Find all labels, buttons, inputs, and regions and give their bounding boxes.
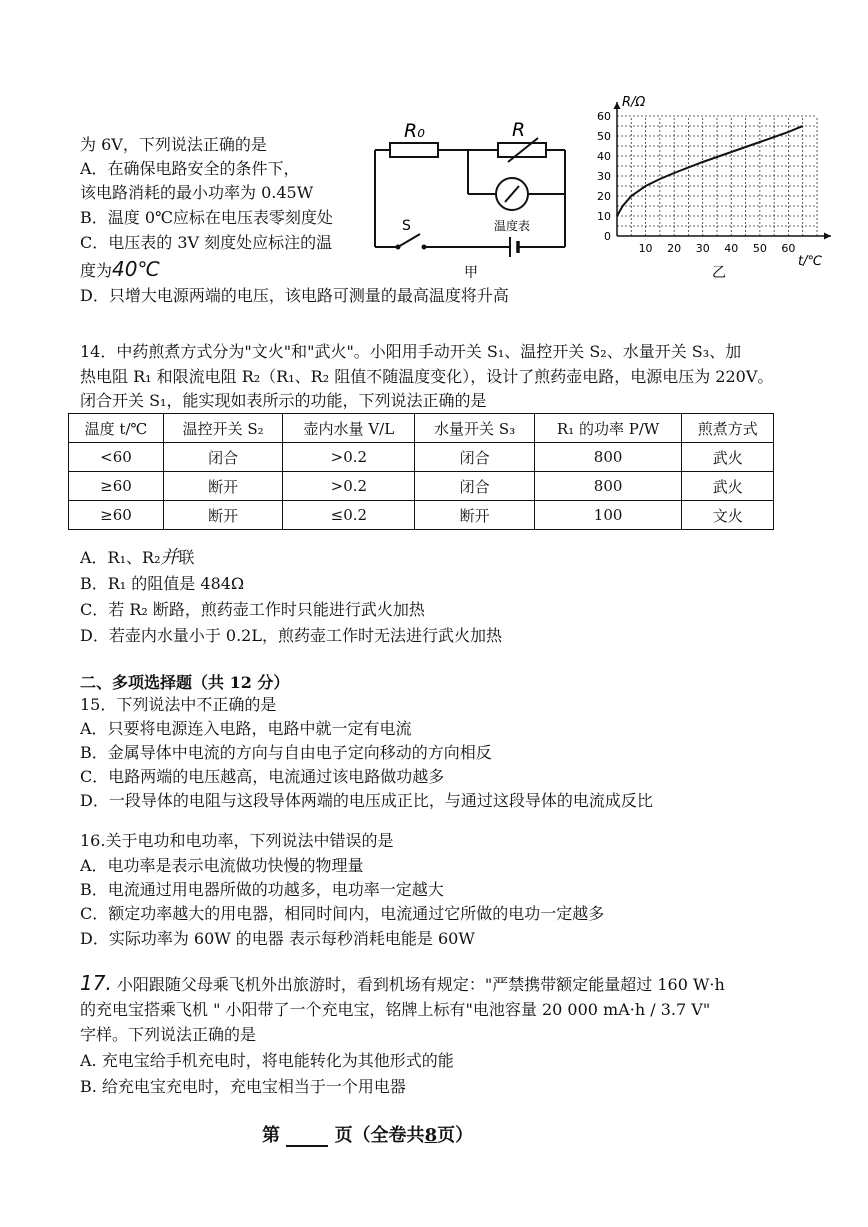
table-header: 温控开关 S₂ <box>163 414 282 443</box>
table-cell: 闭合 <box>163 443 282 472</box>
x-axis-arrow <box>824 233 831 240</box>
chart-axes <box>614 102 832 240</box>
table-cell: 800 <box>534 472 682 501</box>
q13-option-c-text: 度为 <box>80 261 113 280</box>
q15-option-c: C．电路两端的电压越高，电流通过该电路做功越多 <box>80 767 445 786</box>
table-header: R₁ 的功率 P/W <box>534 414 682 443</box>
x-tick-label: 40 <box>724 242 739 255</box>
table-header: 温度 t/℃ <box>69 414 164 443</box>
table-header: 煎煮方式 <box>682 414 774 443</box>
q14-option-c: C．若 R₂ 断路，煎药壶工作时只能进行武火加热 <box>80 600 425 619</box>
q14-option-b: B．R₁ 的阻值是 484Ω <box>80 574 245 593</box>
table-cell: 武火 <box>682 472 774 501</box>
chart-caption: 乙 <box>712 265 726 281</box>
q17-text: 小阳跟随父母乘飞机外出旅游时，看到机场有规定："严禁携带额定能量超过 160 W·h <box>116 975 725 994</box>
table-cell: ≤0.2 <box>283 501 415 530</box>
y-axis-arrow <box>614 102 621 109</box>
meter-needle <box>505 186 519 202</box>
switch-pivot <box>396 245 401 250</box>
table-header: 水量开关 S₃ <box>415 414 534 443</box>
q15-stem: 15．下列说法中不正确的是 <box>80 695 277 714</box>
y-tick-label: 0 <box>604 230 611 243</box>
q15-option-b: B．金属导体中电流的方向与自由电子定向移动的方向相反 <box>80 743 492 762</box>
page-number-blank <box>286 1127 328 1147</box>
q15-option-a: A．只要将电源连入电路，电路中就一定有电流 <box>80 719 412 738</box>
q14-option-a-text: A．R₁、R₂ <box>80 548 161 567</box>
footer-label: 页（全卷共 <box>334 1125 425 1146</box>
y-tick-label: 60 <box>597 110 611 123</box>
q15-option-d: D．一段导体的电阻与这段导体两端的电压成正比，与通过这段导体的电流成反比 <box>80 791 653 810</box>
circuit-diagram <box>360 110 580 280</box>
footer-label: 页） <box>437 1125 474 1146</box>
q17-option-a: A. 充电宝给手机充电时，将电能转化为其他形式的能 <box>80 1051 454 1070</box>
q13-option-a: A．在确保电路安全的条件下， <box>80 159 300 178</box>
table-cell: 闭合 <box>415 472 534 501</box>
table-cell: 断开 <box>415 501 534 530</box>
q14-option-d: D．若壶内水量小于 0.2L，煎药壶工作时无法进行武火加热 <box>80 626 502 645</box>
table-cell: 闭合 <box>415 443 534 472</box>
y-tick-label: 30 <box>597 170 611 183</box>
q14-option-a <box>80 547 195 569</box>
total-pages: 8 <box>424 1125 438 1146</box>
q13-option-b: B．温度 0℃应标在电压表零刻度处 <box>80 208 333 227</box>
table-row <box>69 501 774 530</box>
page-footer <box>262 1125 473 1147</box>
q13-option-c-cont <box>80 258 160 282</box>
q13-option-c: C．电压表的 3V 刻度处应标注的温 <box>80 233 333 252</box>
x-tick-label: 20 <box>667 242 682 255</box>
table-row <box>69 472 774 501</box>
table-cell: 100 <box>534 501 682 530</box>
q14-stem-line1: 14．中药煎煮方式分为"文火"和"武火"。小阳用手动开关 S₁、温控开关 S₂、水量开关 S₃、加 <box>80 342 742 361</box>
r-label: R <box>512 119 526 141</box>
q13-option-d: D．只增大电源两端的电压，该电路可测量的最高温度将升高 <box>80 286 509 305</box>
table-row <box>69 443 774 472</box>
x-tick-label: 60 <box>781 242 796 255</box>
q14-option-a-end: 联 <box>178 548 195 567</box>
q16-stem: 16.关于电功和电功率，下列说法中错误的是 <box>80 831 394 850</box>
series-line <box>617 126 803 216</box>
q16-option-d: D．实际功率为 60W 的电器 表示每秒消耗电能是 60W <box>80 929 475 948</box>
diagram-caption: 甲 <box>464 265 478 280</box>
table-cell: <60 <box>69 443 164 472</box>
thermistor-slash <box>508 138 538 162</box>
q17-stem-line1 <box>80 972 725 996</box>
q16-option-c: C．额定功率越大的用电器，相同时间内，电流通过它所做的电功一定越多 <box>80 904 605 923</box>
r0-label: R₀ <box>404 120 425 142</box>
table-cell: ≥60 <box>69 472 164 501</box>
switch-blade <box>398 234 420 247</box>
y-tick-label: 20 <box>597 190 611 203</box>
q16-option-a: A．电功率是表示电流做功快慢的物理量 <box>80 856 364 875</box>
q13-stem: 为 6V，下列说法正确的是 <box>80 135 267 154</box>
table-header-row <box>69 414 774 443</box>
footer-label: 第 <box>262 1125 280 1146</box>
switch-contact <box>422 245 427 250</box>
table-cell: 断开 <box>163 501 282 530</box>
table-cell: 武火 <box>682 443 774 472</box>
y-axis-label: R/Ω <box>622 95 646 110</box>
handwritten-answer: 40℃ <box>112 257 160 281</box>
x-tick-label: 50 <box>752 242 767 255</box>
resistance-temperature-chart <box>592 92 832 282</box>
y-tick-label: 10 <box>597 210 611 223</box>
q17-stem-line2: 的充电宝搭乘飞机 " 小阳带了一个充电宝，铭牌上标有"电池容量 20 000 mA·h / 3.7 V" <box>80 1000 711 1019</box>
q16-option-b: B．电流通过用电器所做的功越多，电功率一定越大 <box>80 880 444 899</box>
table-cell: 断开 <box>163 472 282 501</box>
q17-number: 17. <box>80 971 112 995</box>
table-cell: ≥60 <box>69 501 164 530</box>
y-tick-label: 50 <box>597 130 611 143</box>
q14-stem-line3: 闭合开关 S₁，能实现如表所示的功能，下列说法正确的是 <box>80 391 487 410</box>
table-cell: 800 <box>534 443 682 472</box>
q17-option-b: B. 给充电宝充电时，充电宝相当于一个用电器 <box>80 1077 406 1096</box>
chart-tick-labels <box>597 110 795 255</box>
q17-stem-line3: 字样。下列说法正确的是 <box>80 1025 257 1044</box>
q13-option-a-cont: 该电路消耗的最小功率为 0.45W <box>80 183 314 202</box>
table-header: 壶内水量 V/L <box>283 414 415 443</box>
handwritten-mark: 并 <box>160 547 179 568</box>
x-axis-label: t/℃ <box>798 254 823 269</box>
table-cell: 文火 <box>682 501 774 530</box>
q14-stem-line2: 热电阻 R₁ 和限流电阻 R₂（R₁、R₂ 阻值不随温度变化），设计了煎药壶电路，电源电压为 220V。 <box>80 367 774 386</box>
chart-grid <box>617 116 817 236</box>
table-cell: >0.2 <box>283 472 415 501</box>
switch-label: S <box>402 218 411 234</box>
q14-table <box>68 413 774 530</box>
x-tick-label: 10 <box>638 242 653 255</box>
section-title: 二、多项选择题（共 12 分） <box>80 673 290 692</box>
y-tick-label: 40 <box>597 150 611 163</box>
table-cell: >0.2 <box>283 443 415 472</box>
x-tick-label: 30 <box>695 242 710 255</box>
r0-resistor <box>390 143 438 157</box>
meter-label: 温度表 <box>494 219 531 233</box>
